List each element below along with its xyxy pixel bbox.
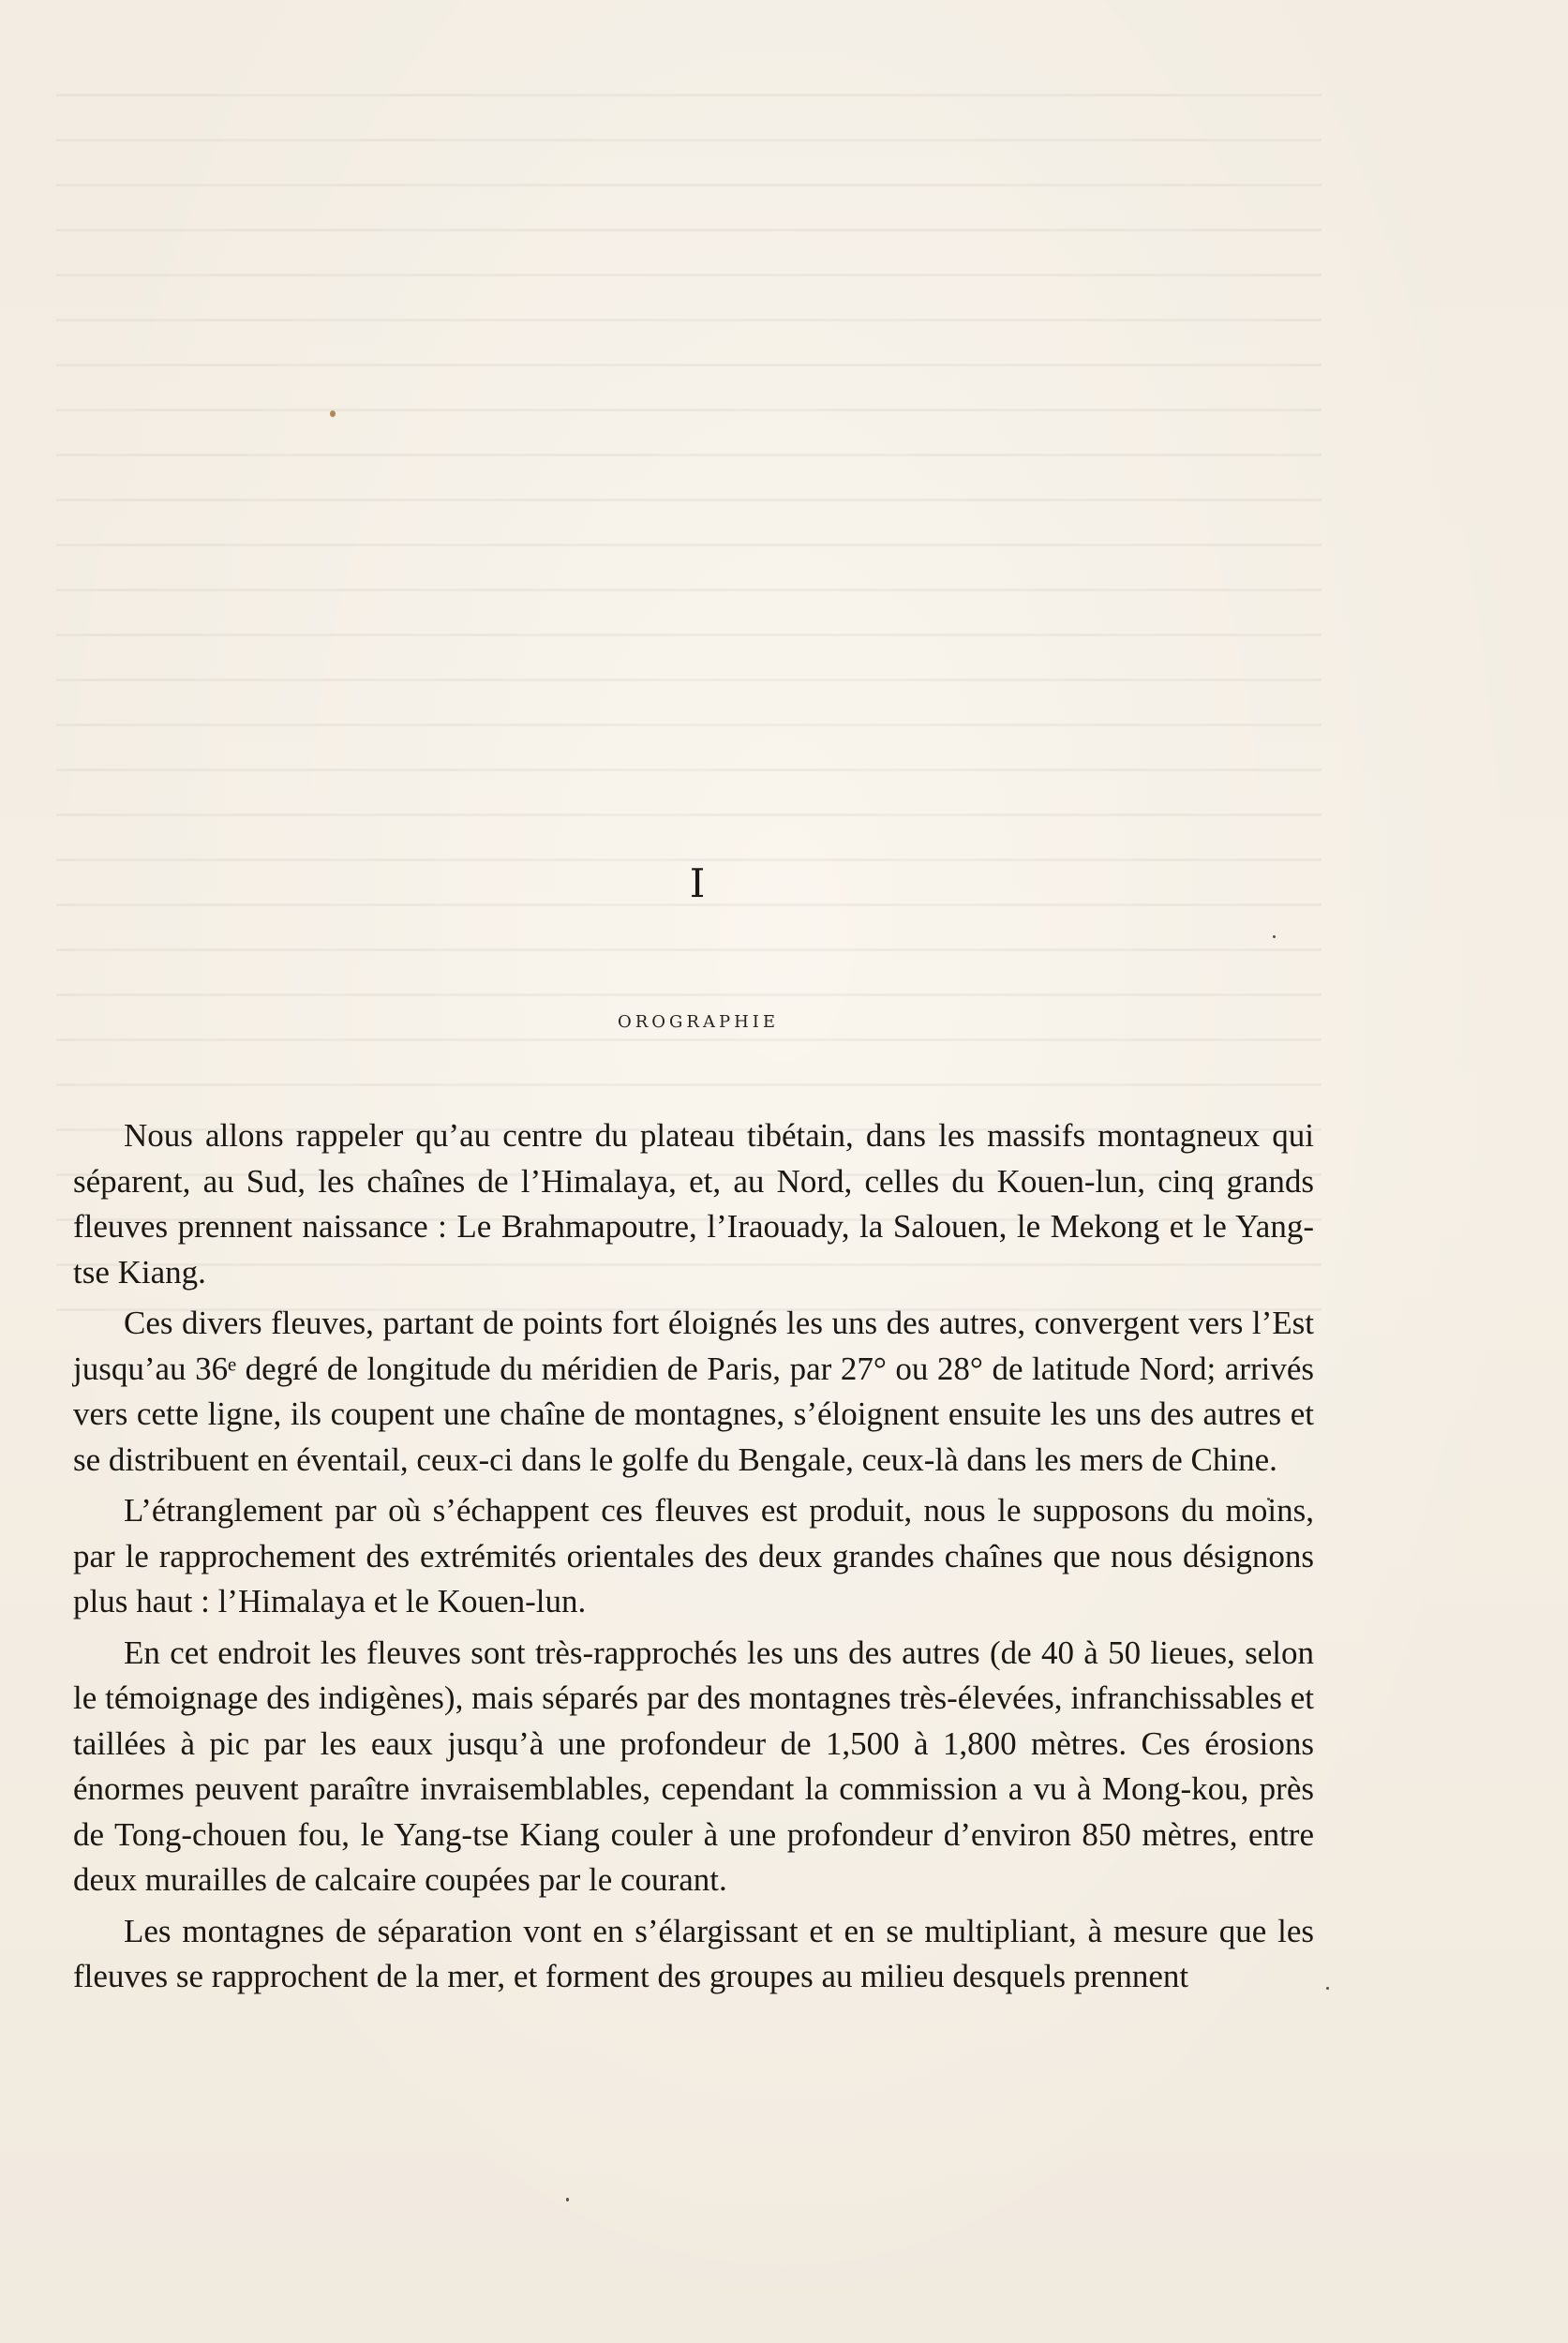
paragraph: En cet endroit les fleuves sont très-rapprochés les uns des autres (de 40 à 50 lieues, selon le témoignage des indigènes), mais séparés par des montagnes très-élevées, infranchissables et taillées à pic par les eaux jusqu’à une profondeur de 1,500 à 1,800 mètres. Ces érosions énormes peuvent paraître invraisemblables, cependant la commission a vu à Mong-kou, près de Tong-chouen fou, le Yang-tse Kiang couler à une profondeur d’environ 850 mètres, entre deux murailles de calcaire coupées par le courant. — [73, 1634, 1314, 1898]
body-text — [73, 1113, 1314, 2000]
paragraph: Ces divers fleuves, partant de points fort éloignés les uns des autres, convergent vers l’Est jusqu’au 36ᵉ degré de longitude du méridien de Paris, par 27° ou 28° de latitude Nord; arrivés vers cette ligne, ils coupent une chaîne de montagnes, s’éloignent ensuite les uns des autres et se distribuent en éventail, ceux-ci dans le golfe du Bengale, ceux-là dans les mers de Chine. — [73, 1305, 1314, 1478]
chapter-numeral: I — [689, 860, 706, 906]
ink-speck — [566, 2198, 569, 2201]
paragraph: Nous allons rappeler qu’au centre du plateau tibétain, dans les massifs montagneux qui séparent, au Sud, les chaînes de l’Himalaya, et, au Nord, celles du Kouen-lun, cinq grands fleuves prennent naissance : Le Brahmapoutre, l’Iraouady, la Salouen, le Mekong et le Yang-tse Kiang. — [73, 1117, 1314, 1291]
ink-speck — [330, 410, 336, 417]
paragraph: Les montagnes de séparation vont en s’élargissant et en se multipliant, à mesure que les fleuves se rapprochent de la mer, et forment des groupes au milieu desquels prennent — [73, 1912, 1314, 1994]
ink-speck — [1326, 1987, 1329, 1990]
ink-speck — [1273, 935, 1276, 938]
paragraph: L’étranglement par où s’échappent ces fleuves est produit, nous le supposons du moins, par le rapprochement des extrémités orientales des deux grandes chaînes que nous désignons plus haut : l’Himalaya et le Kouen-lun. — [73, 1492, 1314, 1619]
section-title: OROGRAPHIE — [617, 1012, 780, 1032]
